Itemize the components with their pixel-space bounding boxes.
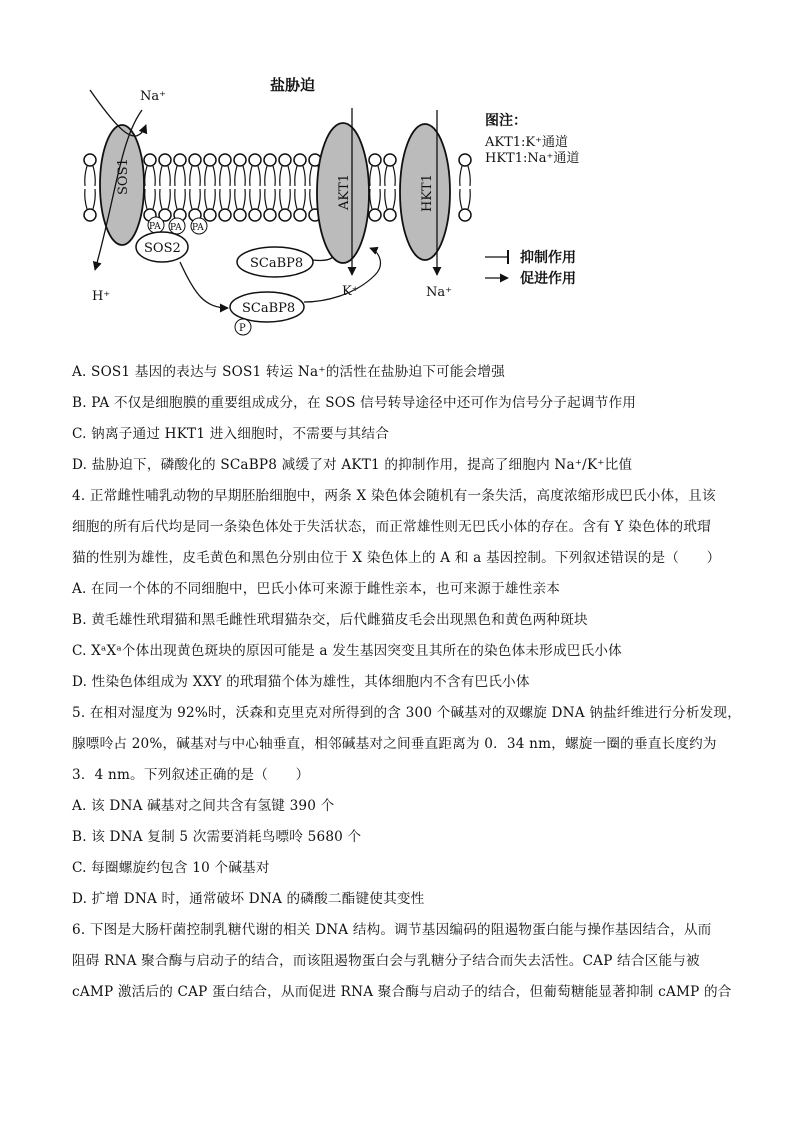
text-line: 阻碍 RNA 聚合酶与启动子的结合，而该阻遏物蛋白会与乳糖分子结合而失去活性。CAP 结合区能与被	[72, 953, 700, 969]
akt1-label: AKT1	[337, 173, 352, 210]
text-line: 细胞的所有后代均是同一条染色体处于失活状态，而正常雄性则无巴氏小体的存在。含有 Y 染色体的玳瑁	[72, 519, 711, 535]
legend-akt1: AKT1:K⁺通道	[485, 135, 568, 150]
phospho-label: P	[239, 323, 246, 334]
pa-group	[148, 217, 207, 234]
hkt1-label: HKT1	[420, 174, 435, 212]
text-line: D. 性染色体组成为 XXY 的玳瑁猫个体为雄性，其体细胞内不含有巴氏小体	[72, 674, 530, 690]
text-line: B. 该 DNA 复制 5 次需要消耗鸟嘌呤 5680 个	[72, 829, 362, 845]
text-line: A. 该 DNA 碱基对之间共含有氢键 390 个	[72, 798, 335, 814]
text-line: 4. 正常雌性哺乳动物的早期胚胎细胞中，两条 X 染色体会随机有一条失活，高度浓缩形成巴氏小体，且该	[72, 488, 716, 504]
sos1-label: SOS1	[116, 158, 131, 195]
legend-hkt1: HKT1:Na⁺通道	[485, 151, 580, 166]
sos2-label: SOS2	[144, 241, 181, 256]
figure-title: 盐胁迫	[270, 76, 316, 94]
legend-promote: 促进作用	[520, 271, 576, 287]
legend-inhibit: 抑制作用	[520, 250, 576, 266]
text-line: 5. 在相对湿度为 92%时，沃森和克里克对所得到的含 300 个碱基对的双螺旋 DNA 钠盐纤维进行分析发现，	[72, 705, 742, 721]
text-line: C. 钠离子通过 HKT1 进入细胞时，不需要与其结合	[72, 426, 390, 442]
text-line: A. 在同一个体的不同细胞中，巴氏小体可来源于雌性亲本，也可来源于雄性亲本	[72, 581, 561, 597]
svg-text:SCaBP8: SCaBP8	[242, 301, 296, 316]
svg-text:PA: PA	[149, 222, 161, 232]
text-line: B. PA 不仅是细胞膜的重要组成成分，在 SOS 信号转导途径中还可作为信号分子起调节作用	[72, 395, 637, 411]
svg-text:SCaBP8: SCaBP8	[250, 256, 304, 271]
na-top-label: Na⁺	[140, 89, 166, 104]
svg-text:PA: PA	[170, 223, 182, 233]
text-line: 猫的性别为雄性，皮毛黄色和黑色分别由位于 X 染色体上的 A 和 a 基因控制。下列叙述错误的是（ ）	[72, 550, 721, 566]
membrane-diagram	[80, 70, 720, 350]
text-line: D. 扩增 DNA 时，通常破坏 DNA 的磷酸二酯键使其变性	[72, 891, 425, 907]
na-bottom-label: Na⁺	[426, 285, 452, 300]
text-line: B. 黄毛雄性玳瑁猫和黑毛雌性玳瑁猫杂交，后代雌猫皮毛会出现黑色和黄色两种斑块	[72, 612, 588, 628]
k-bottom-label: K⁺	[342, 284, 359, 299]
text-line: 3．4 nm。下列叙述正确的是（ ）	[72, 767, 310, 783]
text-line: C. 每圈螺旋约包含 10 个碱基对	[72, 860, 270, 876]
h-bottom-label: H⁺	[92, 289, 111, 304]
text-line: A. SOS1 基因的表达与 SOS1 转运 Na⁺的活性在盐胁迫下可能会增强	[72, 364, 506, 380]
text-line: D. 盐胁迫下，磷酸化的 SCaBP8 减缓了对 AKT1 的抑制作用，提高了细胞内 Na⁺/K⁺比值	[72, 457, 633, 473]
svg-text:PA: PA	[192, 223, 204, 233]
legend-heading: 图注：	[485, 113, 527, 129]
text-line: 6. 下图是大肠杆菌控制乳糖代谢的相关 DNA 结构。调节基因编码的阻遏物蛋白能与操作基因结合，从而	[72, 922, 712, 938]
text-line: C. XᵃXᵃ个体出现黄色斑块的原因可能是 a 发生基因突变且其所在的染色体未形成巴氏小体	[72, 643, 622, 659]
text-line: 腺嘌呤占 20%，碱基对与中心轴垂直，相邻碱基对之间垂直距离为 0．34 nm，螺旋一圈的垂直长度约为	[72, 736, 717, 752]
text-line: cAMP 激活后的 CAP 蛋白结合，从而促进 RNA 聚合酶与启动子的结合，但葡萄糖能显著抑制 cAMP 的合	[72, 984, 732, 1000]
